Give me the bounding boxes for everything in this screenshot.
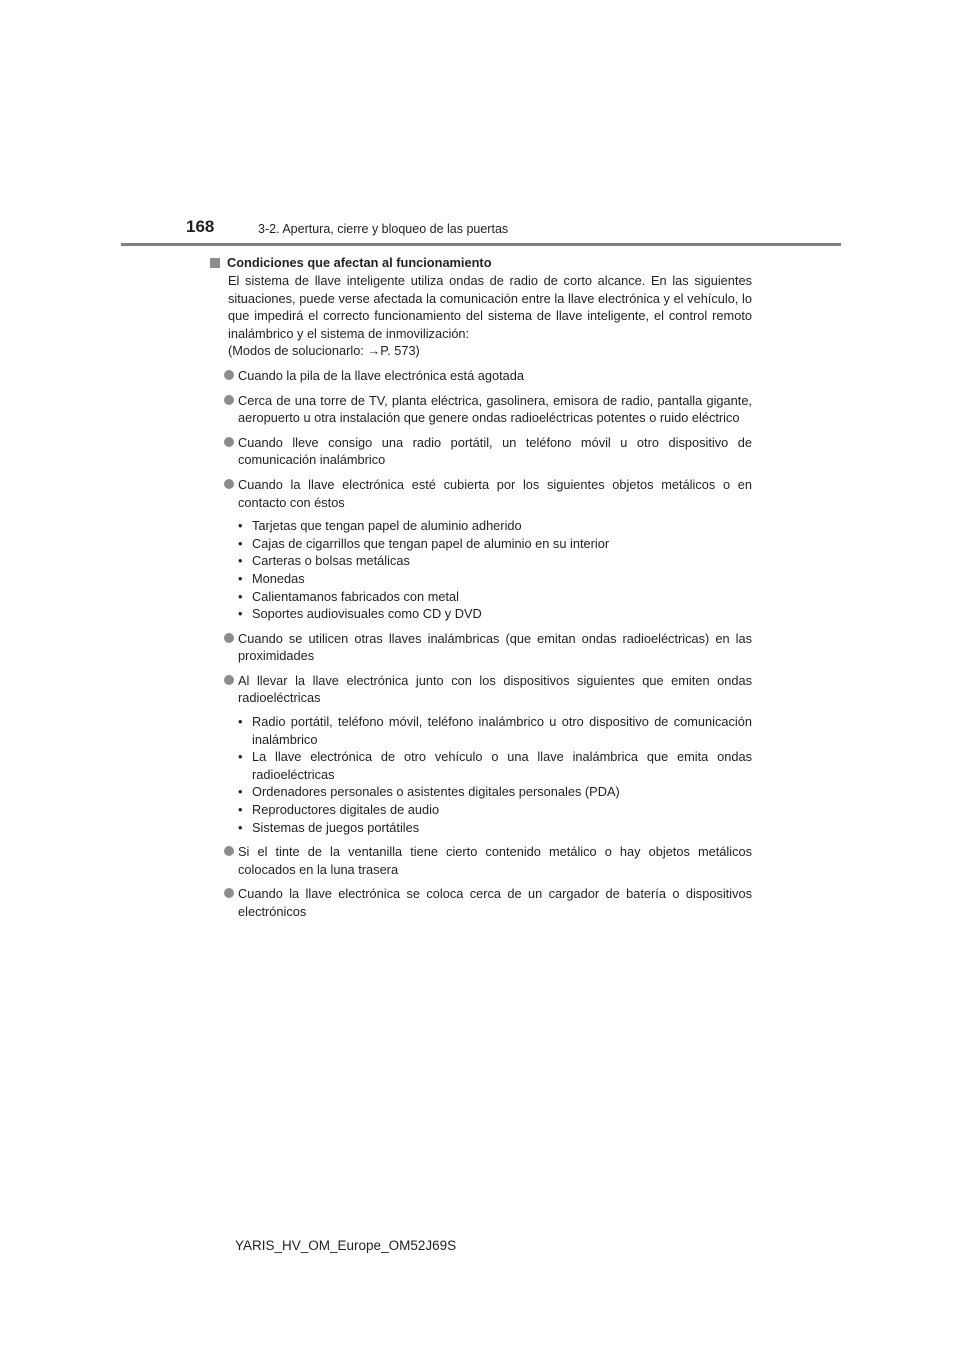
sub-item-text: Radio portátil, teléfono móvil, teléfono inalámbrico u otro dispositivo de comunicación inalámbrico	[252, 714, 752, 747]
sub-item-text: Reproductores digitales de audio	[252, 802, 440, 818]
document-code: YARIS_HV_OM_Europe_OM52J69S	[235, 1238, 457, 1253]
sub-item-text: Soportes audiovisuales como CD y DVD	[252, 606, 482, 622]
sub-item-text: Tarjetas que tengan papel de aluminio adherido	[252, 518, 522, 534]
small-dot-icon: •	[238, 784, 243, 800]
sub-list-item	[210, 570, 752, 588]
condition-text: Cuando lleve consigo una radio portátil, un teléfono móvil u otro dispositivo de comunicación inalámbrico	[238, 434, 752, 468]
sub-list-item	[210, 748, 752, 783]
solution-reference: (Modos de solucionarlo: →P. 573)	[228, 343, 420, 359]
sub-list	[210, 517, 752, 623]
condition-item	[210, 476, 752, 623]
condition-text: Cerca de una torre de TV, planta eléctrica, gasolinera, emisora de radio, pantalla gigante, aeropuerto u otra instalación que genere ondas radioeléctricas potentes o ruido eléctrico	[238, 392, 752, 426]
intro-text: El sistema de llave inteligente utiliza ondas de radio de corto alcance. En las siguientes situaciones, puede verse afectada la comunicación entre la llave electrónica y el vehículo, lo que impedirá el correcto funcionamiento del sistema de llave inteligente, el control remoto inalámbrico y el sistema de inmovilización:	[228, 273, 752, 341]
circle-bullet-icon	[224, 437, 234, 447]
sub-list-item	[210, 552, 752, 570]
condition-item	[210, 630, 752, 665]
condition-item	[210, 672, 752, 836]
sub-list-item	[210, 819, 752, 837]
small-dot-icon: •	[238, 570, 243, 586]
small-dot-icon: •	[238, 588, 243, 604]
section-heading	[210, 254, 752, 272]
small-dot-icon: •	[238, 518, 243, 534]
circle-bullet-icon	[224, 633, 234, 643]
small-dot-icon: •	[238, 749, 243, 765]
circle-bullet-icon	[224, 395, 234, 405]
small-dot-icon: •	[238, 714, 243, 730]
small-dot-icon: •	[238, 606, 243, 622]
condition-text: Al llevar la llave electrónica junto con los dispositivos siguientes que emiten ondas radioeléctricas	[238, 672, 752, 706]
sub-item-text: Cajas de cigarrillos que tengan papel de aluminio en su interior	[252, 535, 610, 551]
circle-bullet-icon	[224, 888, 234, 898]
page-content	[210, 254, 752, 921]
sub-item-text: Carteras o bolsas metálicas	[252, 553, 410, 569]
condition-text: Si el tinte de la ventanilla tiene cierto contenido metálico o hay objetos metálicos colocados en la luna trasera	[238, 844, 752, 877]
condition-item	[210, 367, 752, 385]
condition-text: Cuando la pila de la llave electrónica está agotada	[238, 367, 524, 383]
sub-list-item	[210, 783, 752, 801]
small-dot-icon: •	[238, 819, 243, 835]
sub-item-text: Ordenadores personales o asistentes digitales personales (PDA)	[252, 784, 620, 800]
condition-item	[210, 392, 752, 427]
sub-list-item	[210, 605, 752, 623]
sub-list-item	[210, 517, 752, 535]
circle-bullet-icon	[224, 479, 234, 489]
circle-bullet-icon	[224, 846, 234, 856]
small-dot-icon: •	[238, 802, 243, 818]
sub-item-text: Monedas	[252, 570, 305, 586]
condition-item	[210, 434, 752, 469]
circle-bullet-icon	[224, 675, 234, 685]
condition-list	[210, 367, 752, 921]
sub-list-item	[210, 535, 752, 553]
sub-list-item	[210, 588, 752, 606]
sub-item-text: Calientamanos fabricados con metal	[252, 588, 459, 604]
sub-list-item	[210, 801, 752, 819]
sub-item-text: La llave electrónica de otro vehículo o una llave inalámbrica que emita ondas radioeléctricas	[252, 749, 752, 782]
condition-text: Cuando se utilicen otras llaves inalámbricas (que emitan ondas radioeléctricas) en las proximidades	[238, 630, 752, 664]
header-divider	[121, 243, 841, 246]
condition-item	[210, 885, 752, 920]
sub-list	[210, 713, 752, 836]
sub-list-item	[210, 713, 752, 748]
section-heading-text: Condiciones que afectan al funcionamiento	[227, 255, 492, 271]
circle-bullet-icon	[224, 370, 234, 380]
condition-item	[210, 843, 752, 878]
sub-item-text: Sistemas de juegos portátiles	[252, 819, 420, 835]
small-dot-icon: •	[238, 535, 243, 551]
section-title: 3-2. Apertura, cierre y bloqueo de las puertas	[258, 222, 509, 236]
page-number: 168	[186, 217, 215, 236]
condition-text: Cuando la llave electrónica se coloca cerca de un cargador de batería o dispositivos electrónicos	[238, 886, 752, 919]
small-dot-icon: •	[238, 553, 243, 569]
square-bullet-icon	[210, 258, 220, 268]
intro-paragraph	[228, 272, 752, 360]
condition-text: Cuando la llave electrónica esté cubierta por los siguientes objetos metálicos o en contacto con éstos	[238, 476, 752, 510]
